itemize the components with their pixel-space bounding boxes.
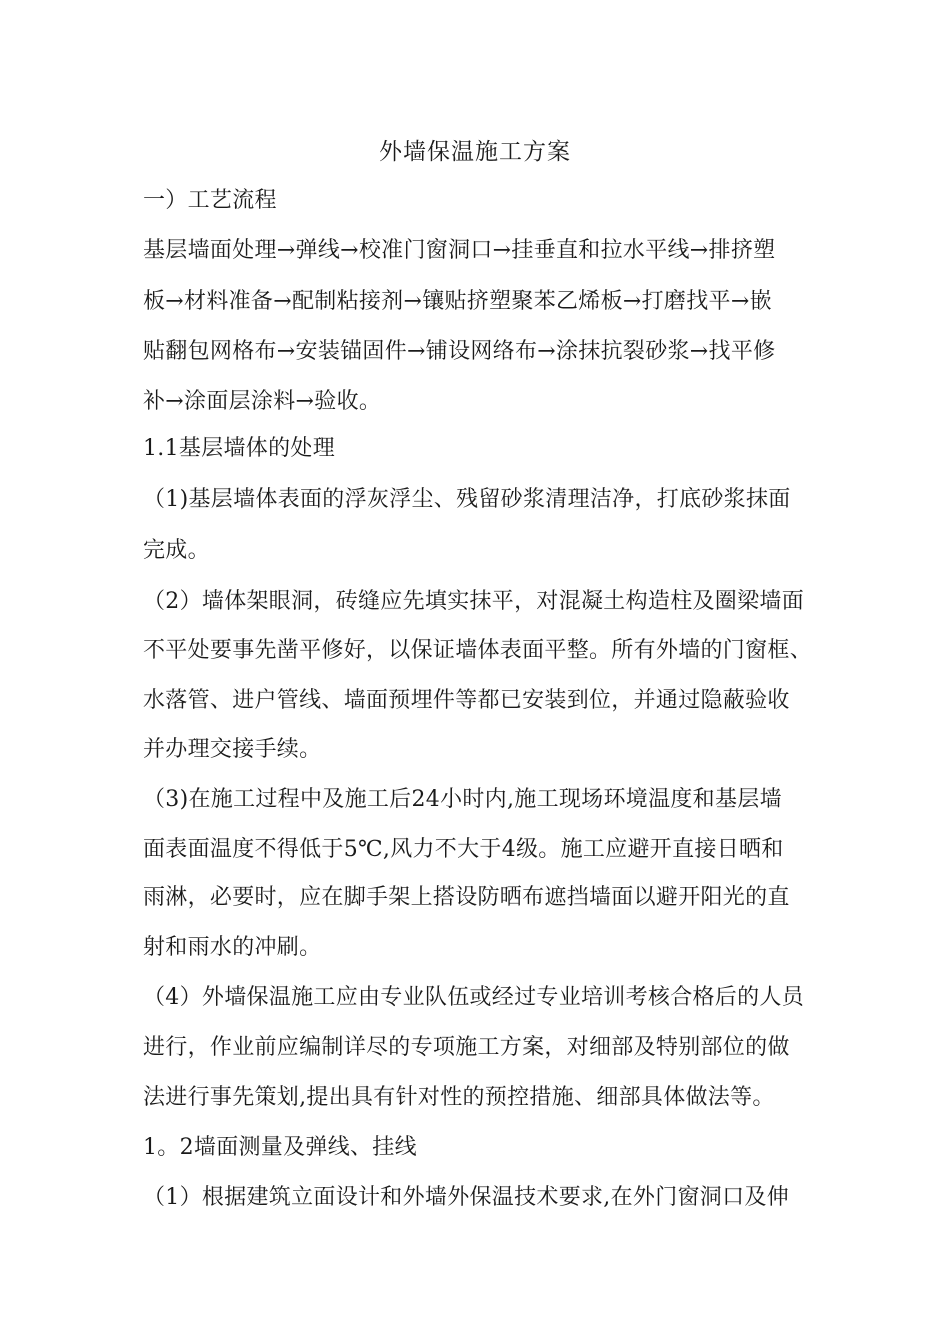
text-line: （3)在施工过程中及施工后24小时内,施工现场环境温度和基层墙 <box>143 787 782 812</box>
subsection-heading: 1.1基层墙体的处理 <box>143 436 335 461</box>
text-line: 水落管、进户管线、墙面预埋件等都已安装到位，并通过隐蔽验收 <box>143 688 790 713</box>
text-line: 雨淋，必要时，应在脚手架上搭设防晒布遮挡墙面以避开阳光的直 <box>143 885 790 910</box>
text-line: （2）墙体架眼洞，砖缝应先填实抹平，对混凝土构造柱及圈梁墙面 <box>143 589 804 614</box>
text-line: 不平处要事先凿平修好，以保证墙体表面平整。所有外墙的门窗框、 <box>143 638 813 663</box>
text-line: 并办理交接手续。 <box>143 737 322 762</box>
text-line: 完成。 <box>143 538 210 563</box>
text-line: 板→材料准备→配制粘接剂→镶贴挤塑聚苯乙烯板→打磨找平→嵌 <box>143 289 772 314</box>
text-line: （1)基层墙体表面的浮灰浮尘、残留砂浆清理洁净，打底砂浆抹面 <box>143 487 791 512</box>
section-heading: 一）工艺流程 <box>143 188 277 213</box>
text-line: 基层墙面处理→弹线→校准门窗洞口→挂垂直和拉水平线→排挤塑 <box>143 238 776 263</box>
text-line: 贴翻包网格布→安装锚固件→铺设网络布→涂抹抗裂砂浆→找平修 <box>143 339 776 364</box>
text-line: 补→涂面层涂料→验收。 <box>143 389 382 414</box>
text-line: 射和雨水的冲刷。 <box>143 935 322 960</box>
text-line: 法进行事先策划,提出具有针对性的预控措施、细部具体做法等。 <box>143 1085 775 1110</box>
text-line: （1）根据建筑立面设计和外墙外保温技术要求,在外门窗洞口及伸 <box>143 1185 789 1210</box>
document-title: 外墙保温施工方案 <box>379 139 571 165</box>
text-line: （4）外墙保温施工应由专业队伍或经过专业培训考核合格后的人员 <box>143 985 804 1010</box>
text-line: 进行，作业前应编制详尽的专项施工方案，对细部及特别部位的做 <box>143 1035 790 1060</box>
subsection-heading: 1。2墙面测量及弹线、挂线 <box>143 1135 417 1160</box>
text-line: 面表面温度不得低于5℃,风力不大于4级。施工应避开直接日晒和 <box>143 837 784 862</box>
